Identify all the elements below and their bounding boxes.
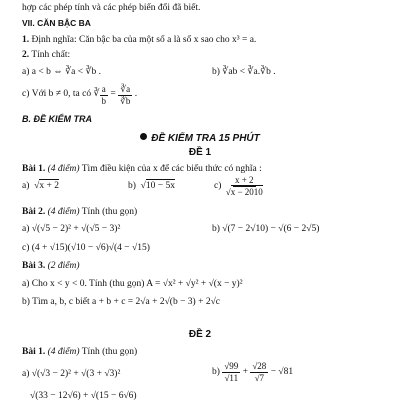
test-title: [0, 133, 400, 144]
exercise-label: Bài 2.: [22, 207, 46, 217]
sub-label: c): [214, 180, 222, 191]
intro-line: hợp các phép tính và các phép biến đổi đã biết.: [22, 3, 201, 13]
numerator: √99: [224, 361, 239, 371]
numerator: ∛a: [120, 83, 131, 94]
de2-title: ĐỀ 2: [188, 329, 212, 340]
de1-bai1-c: [214, 176, 265, 197]
sub-label: c): [22, 89, 30, 100]
expr-c: √(33 − 12√6) + √(15 − 6√6): [30, 391, 137, 400]
expr-b: √(7 − 2√10) − √(6 − 2√5): [222, 224, 320, 234]
fraction-cbrt-a-over-cbrt-b: [118, 85, 132, 106]
de1-bai3-a: [22, 280, 243, 290]
exercise-text: Tính (thu gọn): [81, 207, 138, 217]
de1-title: ĐỀ 1: [188, 147, 212, 158]
exercise-points: (4 điểm): [47, 207, 80, 217]
property-a: [22, 68, 101, 78]
expr-a: √(√5 − 2)² + √(√5 − 3)²: [31, 224, 121, 234]
property-heading-text: Tính chất:: [31, 50, 71, 60]
fraction-sqrt99-over-sqrt11: [222, 362, 240, 383]
de1-bai1-b: b) √10 − 5x: [128, 181, 175, 191]
exercise-points: (4 điểm): [47, 347, 80, 357]
expr-c: (4 + √15)(√10 − √6)√(4 − √15): [31, 243, 150, 253]
operator: +: [242, 366, 248, 377]
fraction-expr-c: [224, 176, 265, 197]
sub-label: b): [212, 224, 220, 234]
property-b-expr: ∛ab < ∛a.∛b .: [222, 67, 276, 77]
expr-b: Tìm a, b, c biết a + b + c = 2√a + 2√(b − 3) + 2√c: [32, 297, 221, 307]
sub-label: a): [22, 224, 30, 234]
numerator: a: [101, 83, 106, 94]
sub-label: a): [22, 67, 30, 77]
definition-line: [22, 36, 256, 46]
cube-root-sign: ∛: [93, 89, 100, 100]
definition-text: Căn bậc ba của một số a là số x sao cho x³ = a.: [79, 35, 257, 45]
sub-label: c): [22, 243, 30, 253]
fraction-sqrt28-over-sqrt7: [250, 362, 268, 383]
de2-bai1-a: [22, 370, 120, 380]
sub-label: a): [22, 279, 30, 289]
sub-label: a): [22, 369, 30, 379]
exercise-label: Bài 1.: [22, 347, 46, 357]
de1-bai2-a: [22, 225, 120, 235]
bullet-icon: [140, 133, 147, 140]
de1-bai2-line: [22, 208, 137, 218]
property-a-expr: a < b ⇔ ∛a < ∛b .: [31, 67, 102, 77]
exercise-points: (2 điểm): [47, 261, 80, 271]
denominator: √11: [224, 373, 239, 383]
denominator: b: [101, 95, 107, 106]
sub-label: a): [22, 181, 30, 191]
expr-a: x + 2: [39, 181, 59, 191]
denominator: √x − 2010: [225, 187, 263, 197]
property-heading: [22, 51, 70, 61]
sub-label: b): [128, 181, 136, 191]
definition-label: Định nghĩa:: [31, 35, 77, 45]
numerator: x + 2: [234, 175, 254, 185]
sub-label: b): [22, 297, 30, 307]
exercise-points: (4 điểm): [47, 164, 80, 174]
numerator: √28: [252, 361, 267, 371]
property-c: c) Với b ≠ 0, ta có ∛ $\frac{a}{b}$ = $\frac{∛a}{∛b}$ .: [22, 83, 138, 106]
de2-bai1-b: [212, 362, 293, 383]
denominator: √7: [254, 373, 265, 383]
sub-label: b): [212, 366, 220, 377]
de1-bai3-b: [22, 298, 220, 308]
expr-a: √(√3 − 2)² + √(3 + √3)²: [31, 369, 121, 379]
denominator: ∛b: [120, 95, 131, 106]
expr-a: Cho x < y < 0. Tính (thu gọn) A = √x² + √y² + √(x − y)²: [31, 279, 243, 289]
exercise-text: Tìm điều kiện của x để các biểu thức có nghĩa :: [81, 164, 262, 174]
item-number: 2.: [22, 50, 30, 60]
fraction-a-over-b: [100, 85, 109, 106]
de1-bai3-line: [22, 262, 80, 272]
de1-bai1-a: a) √x + 2: [22, 181, 59, 191]
sub-label: b): [212, 67, 220, 77]
test-title-text: ĐỀ KIỂM TRA 15 PHÚT: [151, 133, 260, 144]
de1-bai1-line: [22, 165, 262, 175]
exercise-label: Bài 3.: [22, 261, 46, 271]
property-c-text: Với b ≠ 0, ta có: [31, 89, 92, 100]
de1-bai2-c: [22, 244, 150, 254]
de1-bai2-b: [212, 225, 319, 235]
exercise-text: Tính (thu gọn): [81, 347, 138, 357]
expr-b: 10 − 5x: [145, 181, 175, 191]
section-b-title: B. ĐỀ KIỂM TRA: [22, 114, 93, 124]
section-vii-title: VII. CĂN BẬC BA: [22, 18, 91, 28]
expr-tail: − √81: [270, 366, 294, 377]
exercise-label: Bài 1.: [22, 164, 46, 174]
item-number: 1.: [22, 35, 30, 45]
de2-bai1-line: [22, 348, 137, 358]
property-b: [212, 68, 276, 78]
de2-bai1-c: [30, 392, 137, 400]
